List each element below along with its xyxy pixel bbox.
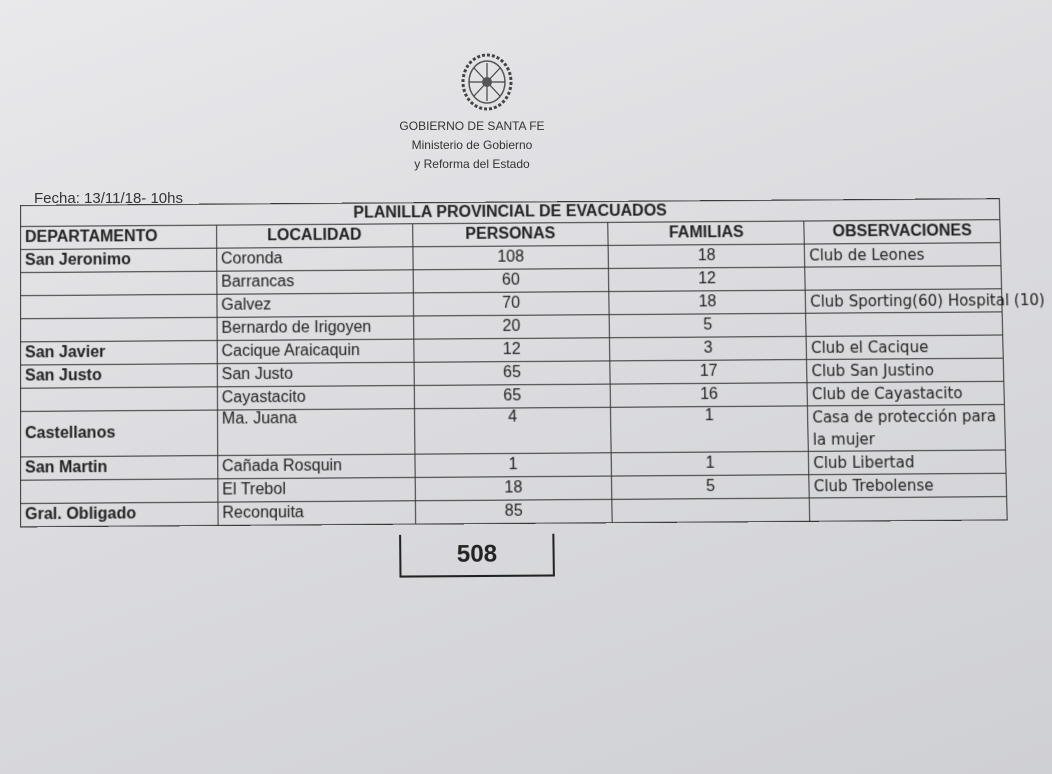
cell-familias: 17 [610,360,807,385]
cell-personas: 65 [414,384,611,409]
cell-localidad: Cayastacito [217,385,414,410]
cell-familias: 1 [612,451,809,476]
cell-departamento: San Justo [21,364,218,389]
cell-localidad: El Trebol [218,477,415,502]
cell-localidad: Cacique Araicaquin [217,339,414,364]
cell-familias: 18 [608,244,804,268]
cell-localidad: San Justo [217,362,414,387]
cell-personas: 4 [414,407,611,454]
cell-personas: 85 [415,499,613,524]
cell-observaciones: Casa de protección para la mujer [808,405,1006,452]
total-personas: 508 [399,534,555,578]
cell-observaciones [805,266,1002,290]
cell-personas: 70 [413,292,610,316]
letterhead [360,117,584,174]
col-observaciones: OBSERVACIONES [804,220,1000,244]
ministry-line-2: y Reforma del Estado [414,157,530,171]
cell-localidad: Reconquita [218,501,415,526]
cell-departamento [21,387,218,412]
cell-observaciones: Club de Cayastacito [807,381,1004,406]
cell-observaciones: Club el Cacique [806,335,1003,360]
date-label: Fecha: 13/11/18- 10hs [34,190,183,207]
table-title: PLANILLA PROVINCIAL DE EVACUADOS [21,199,1000,227]
cell-observaciones [809,497,1007,522]
cell-familias: 1 [611,406,809,453]
cell-departamento [21,294,217,318]
cell-localidad: Ma. Juana [217,409,414,456]
cell-localidad: Galvez [217,293,413,317]
cell-familias: 5 [609,313,806,337]
cell-personas: 18 [415,476,612,501]
cell-localidad: Bernardo de Irigoyen [217,316,414,341]
cell-departamento: Gral. Obligado [21,502,218,527]
cell-personas: 1 [415,453,612,478]
col-familias: FAMILIAS [608,221,804,245]
cell-personas: 108 [413,245,609,269]
cell-departamento: Castellanos [21,410,218,457]
cell-familias: 16 [611,383,808,408]
cell-familias [612,498,810,523]
evacuees-sheet [20,198,1046,569]
cell-localidad: Coronda [217,247,413,271]
col-personas: PERSONAS [412,222,608,246]
cell-familias: 5 [612,475,810,500]
cell-personas: 12 [413,338,610,363]
cell-personas: 20 [413,315,610,340]
col-localidad: LOCALIDAD [216,224,412,248]
evacuees-table [20,198,1046,527]
ministry-line-1: Ministerio de Gobierno [411,138,533,152]
col-departamento: DEPARTAMENTO [21,225,217,249]
cell-departamento [21,479,218,504]
cell-localidad: Barrancas [217,270,413,294]
cell-personas: 65 [414,361,611,386]
table-row [21,405,1006,457]
cell-departamento: San Martin [21,456,218,481]
cell-observaciones [806,312,1003,336]
cell-familias: 18 [609,290,806,314]
cell-observaciones: Club San Justino [807,358,1004,383]
cell-departamento: San Javier [21,341,218,366]
cell-departamento: San Jeronimo [21,248,217,272]
cell-observaciones: Club Trebolense [809,473,1007,498]
cell-personas: 60 [413,268,609,292]
org-name: GOBIERNO DE SANTA FE [399,119,545,133]
cell-observaciones: Club de Leones [804,243,1001,267]
cell-observaciones: Club Libertad [809,450,1007,475]
government-seal-icon [460,52,514,112]
cell-observaciones: Club Sporting(60) Hospital (10) [805,289,1002,313]
cell-departamento [21,317,217,342]
cell-familias: 3 [610,336,807,361]
cell-familias: 12 [609,267,806,291]
cell-localidad: Cañada Rosquin [218,454,415,479]
cell-departamento [21,271,217,295]
